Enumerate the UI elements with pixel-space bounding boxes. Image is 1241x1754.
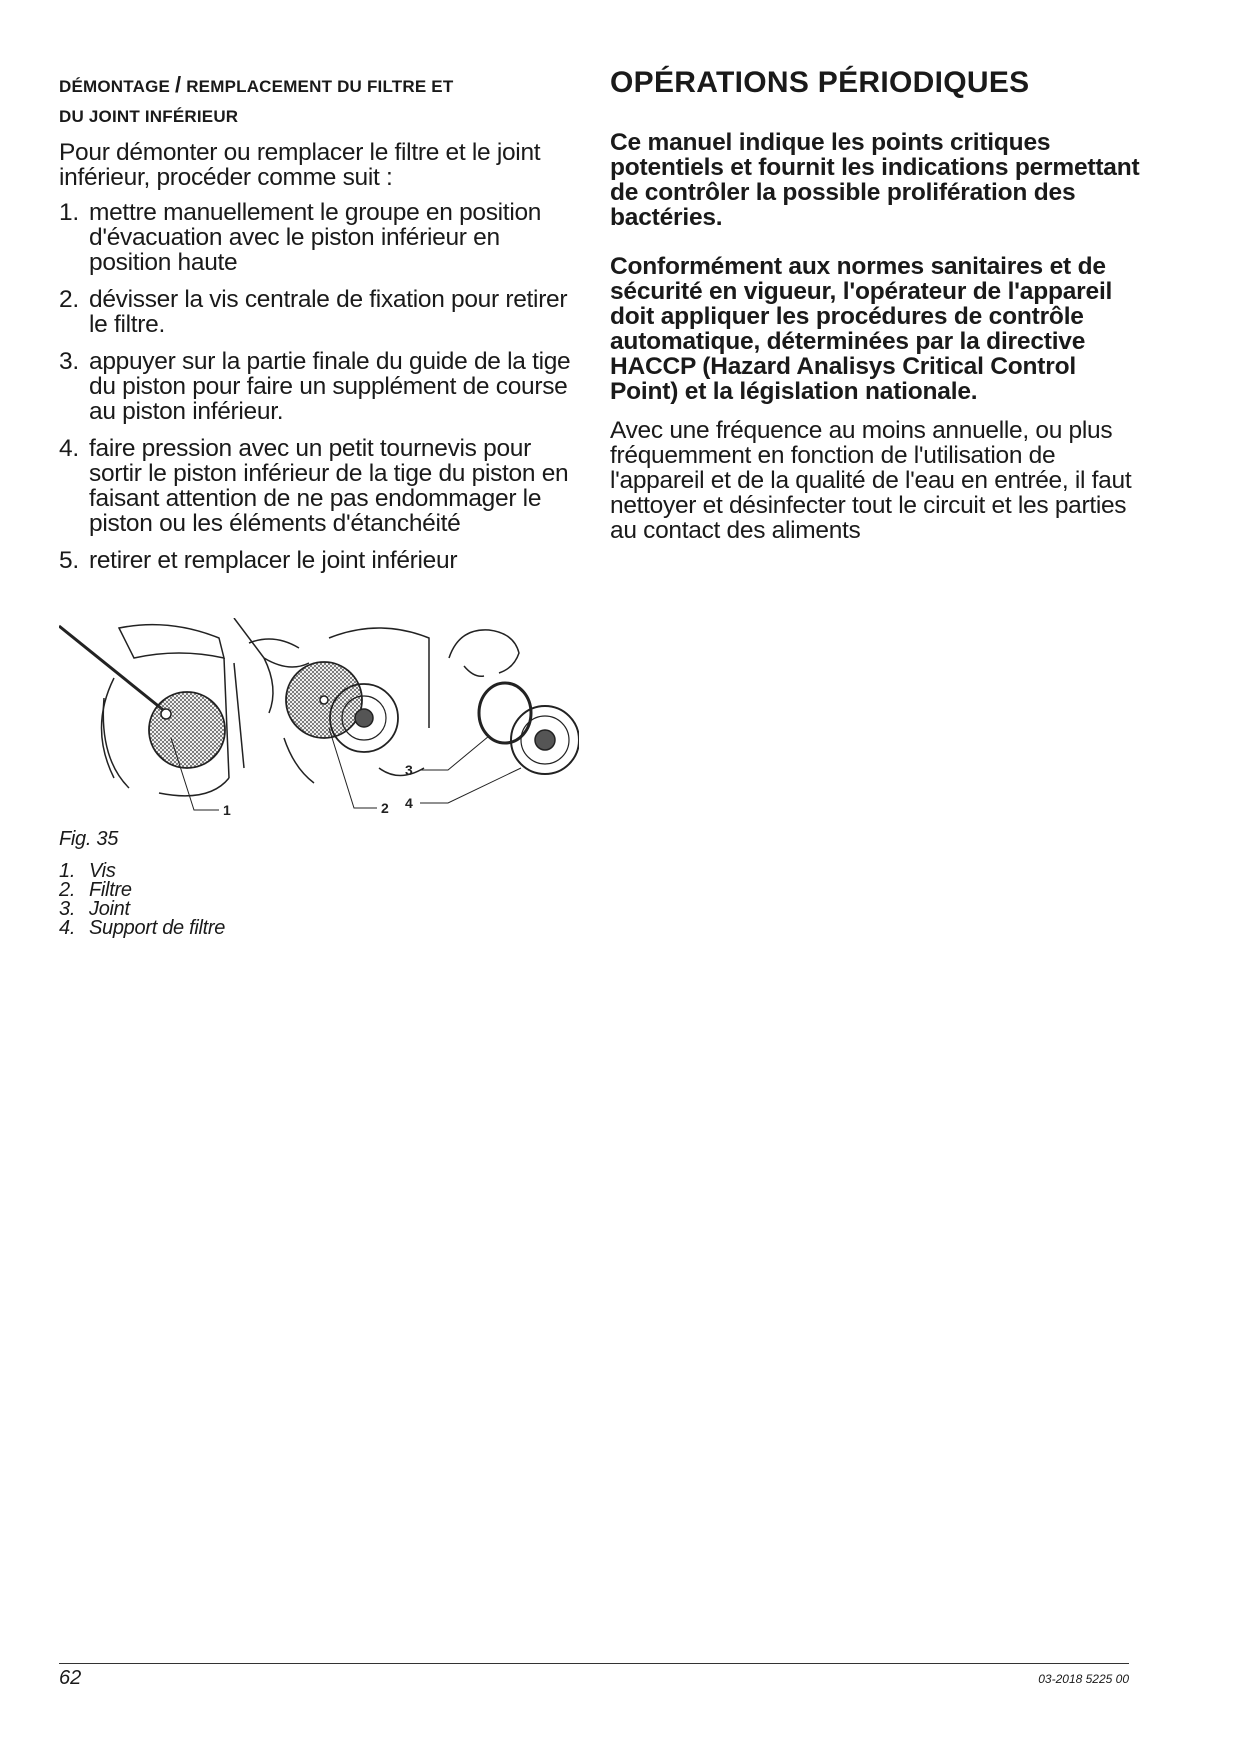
legend-label: Support de filtre	[89, 917, 226, 939]
step-number: 1.	[59, 199, 79, 226]
steps-list	[59, 200, 579, 573]
panel-2-drawing	[234, 618, 429, 808]
callout-4: 4	[405, 795, 413, 811]
list-item	[59, 200, 579, 275]
figure-legend	[59, 862, 225, 938]
section-heading-part-a: DÉMONTAGE	[59, 77, 175, 96]
callout-2: 2	[381, 800, 389, 816]
step-number: 4.	[59, 435, 79, 462]
figure-caption: Fig. 35	[59, 828, 119, 850]
step-text: appuyer sur la partie finale du guide de la tige du piston pour faire un supplément de course au piston inférieur.	[89, 348, 571, 425]
step-text: dévisser la vis centrale de fixation pour retirer le filtre.	[89, 286, 568, 338]
step-number: 3.	[59, 348, 79, 375]
filter-illustration	[59, 618, 579, 828]
legend-number: 2.	[59, 879, 76, 901]
bold-paragraph-1: Ce manuel indique les points critiques potentiels et fournit les indications permettant de contrôler la possible prolifération des bactéries.	[610, 129, 1140, 231]
legend-number: 4.	[59, 917, 76, 939]
panel-3-drawing	[420, 630, 579, 803]
step-text: faire pression avec un petit tournevis pour sortir le piston inférieur de la tige du piston en faisant attention de ne pas endommager le piston ou les éléments d'étanchéité	[89, 435, 569, 537]
panel-1-drawing	[59, 625, 244, 810]
left-column	[59, 70, 579, 585]
list-item	[59, 287, 579, 337]
legend-item	[59, 919, 225, 938]
page-title: OPÉRATIONS PÉRIODIQUES	[610, 66, 1030, 99]
footer-divider	[59, 1663, 1129, 1664]
legend-item	[59, 862, 225, 881]
step-number: 2.	[59, 286, 79, 313]
list-item	[59, 349, 579, 424]
step-number: 5.	[59, 547, 79, 574]
body-paragraph: Avec une fréquence au moins annuelle, ou plus fréquemment en fonction de l'utilisation de l'appareil et de la qualité de l'eau en entrée, il faut nettoyer et désinfecter tout le circuit et les parties au contact des aliments	[610, 417, 1132, 544]
intro-text: Pour démonter ou remplacer le filtre et le joint inférieur, procéder comme suit :	[59, 139, 541, 191]
section-heading-part-b: REMPLACEMENT DU FILTRE ET	[181, 77, 454, 96]
section-heading-line2: DU JOINT INFÉRIEUR	[59, 107, 239, 126]
legend-item	[59, 881, 225, 900]
callout-1: 1	[223, 802, 231, 818]
section-heading	[59, 70, 579, 132]
callout-3: 3	[405, 762, 413, 778]
list-item	[59, 548, 579, 573]
page-number: 62	[59, 1667, 82, 1689]
list-item	[59, 436, 579, 536]
section-heading-slash: /	[174, 72, 182, 97]
step-text: retirer et remplacer le joint inférieur	[89, 547, 458, 574]
figure-35	[59, 618, 579, 828]
legend-number: 3.	[59, 898, 76, 920]
legend-label: Joint	[89, 898, 130, 920]
bold-paragraph-2: Conformément aux normes sanitaires et de sécurité en vigueur, l'opérateur de l'appareil doit appliquer les procédures de contrôle automatique, déterminées par la directive HACCP (Hazard Analisys Critical Control Point) et la législation nationale.	[610, 253, 1113, 405]
right-column	[610, 66, 1150, 543]
step-text: mettre manuellement le groupe en position d'évacuation avec le piston inférieur en position haute	[89, 199, 542, 276]
legend-label: Filtre	[89, 879, 132, 901]
document-code: 03-2018 5225 00	[1038, 1672, 1129, 1686]
legend-number: 1.	[59, 860, 76, 882]
legend-label: Vis	[89, 860, 116, 882]
